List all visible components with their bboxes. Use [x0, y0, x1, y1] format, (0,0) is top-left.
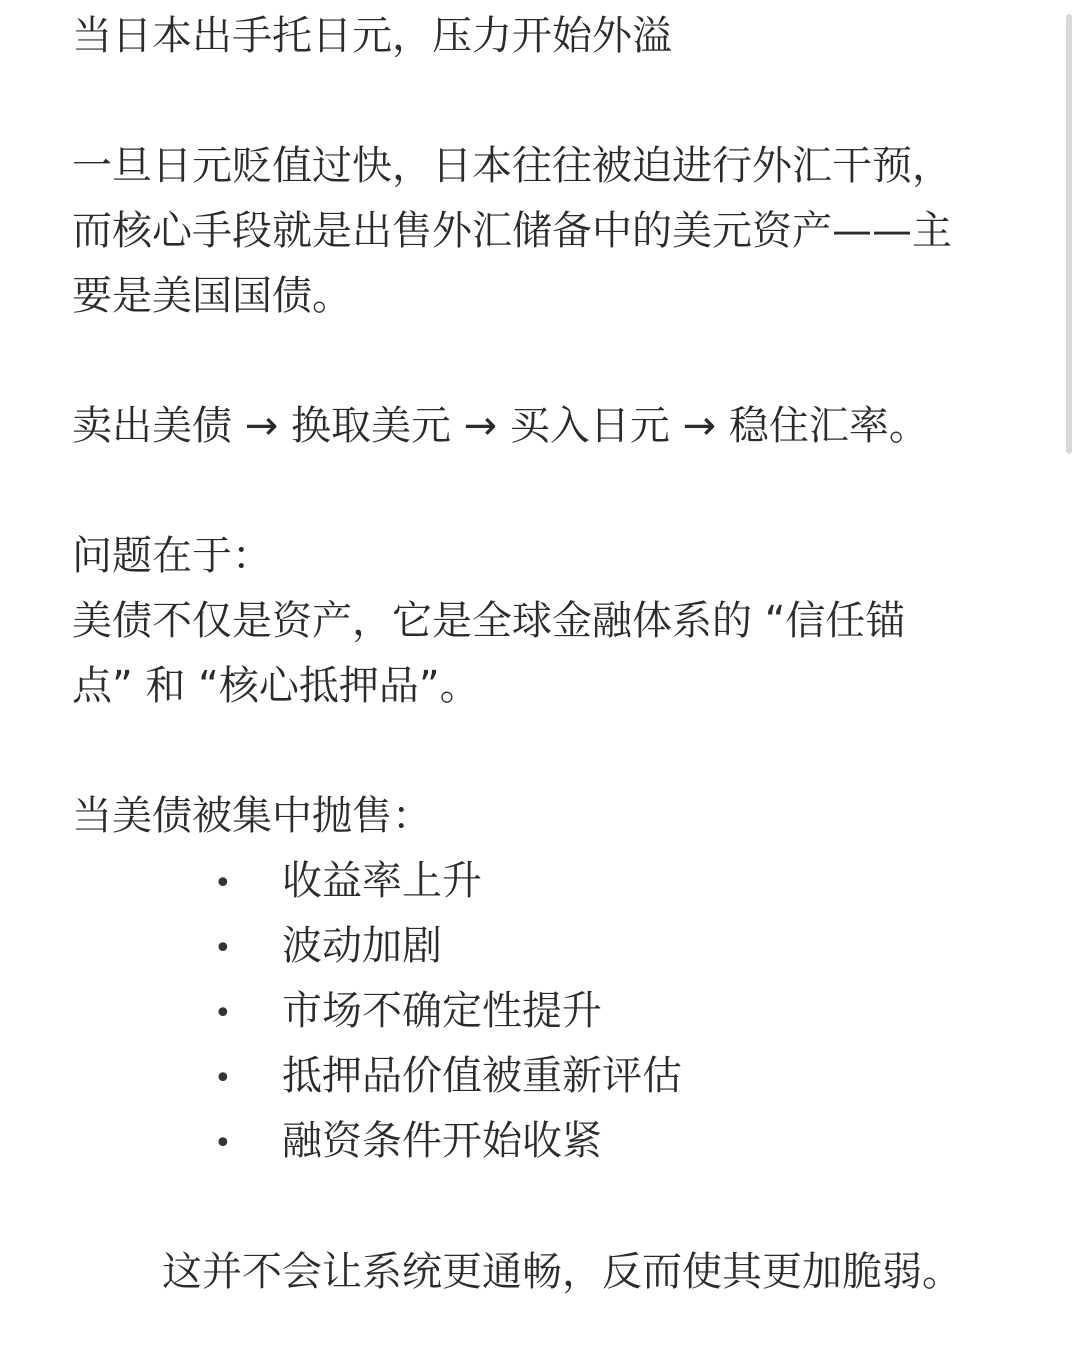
- scrollbar[interactable]: [1066, 14, 1072, 454]
- paragraph-line: 要是美国国债。: [72, 273, 352, 319]
- bullet-icon: •: [214, 931, 232, 966]
- list-intro: 当美债被集中抛售：: [72, 793, 432, 839]
- bullet-icon: •: [214, 1126, 232, 1161]
- list-item-text: 市场不确定性提升: [282, 988, 602, 1034]
- list-item-text: 融资条件开始收紧: [282, 1118, 602, 1164]
- paragraph-line: 美债不仅是资产，它是全球金融体系的 “信任锚: [72, 598, 906, 644]
- bullet-icon: •: [214, 866, 232, 901]
- bullet-icon: •: [214, 1061, 232, 1096]
- question-label: 问题在于：: [72, 533, 272, 579]
- list-item-text: 波动加剧: [282, 923, 442, 969]
- section-heading: 当日本出手托日元，压力开始外溢: [72, 13, 672, 59]
- paragraph-line: 一旦日元贬值过快，日本往往被迫进行外汇干预，: [72, 143, 952, 189]
- conclusion: 这并不会让系统更通畅，反而使其更加脆弱。: [162, 1249, 962, 1295]
- list-item-text: 抵押品价值被重新评估: [282, 1053, 682, 1099]
- paragraph-line: 点” 和 “核心抵押品”。: [72, 663, 480, 709]
- bullet-icon: •: [214, 996, 232, 1031]
- paragraph-line: 而核心手段就是出售外汇储备中的美元资产——主: [72, 208, 952, 254]
- list-item-text: 收益率上升: [282, 858, 482, 904]
- flow-line: 卖出美债 → 换取美元 → 买入日元 → 稳住汇率。: [72, 403, 929, 449]
